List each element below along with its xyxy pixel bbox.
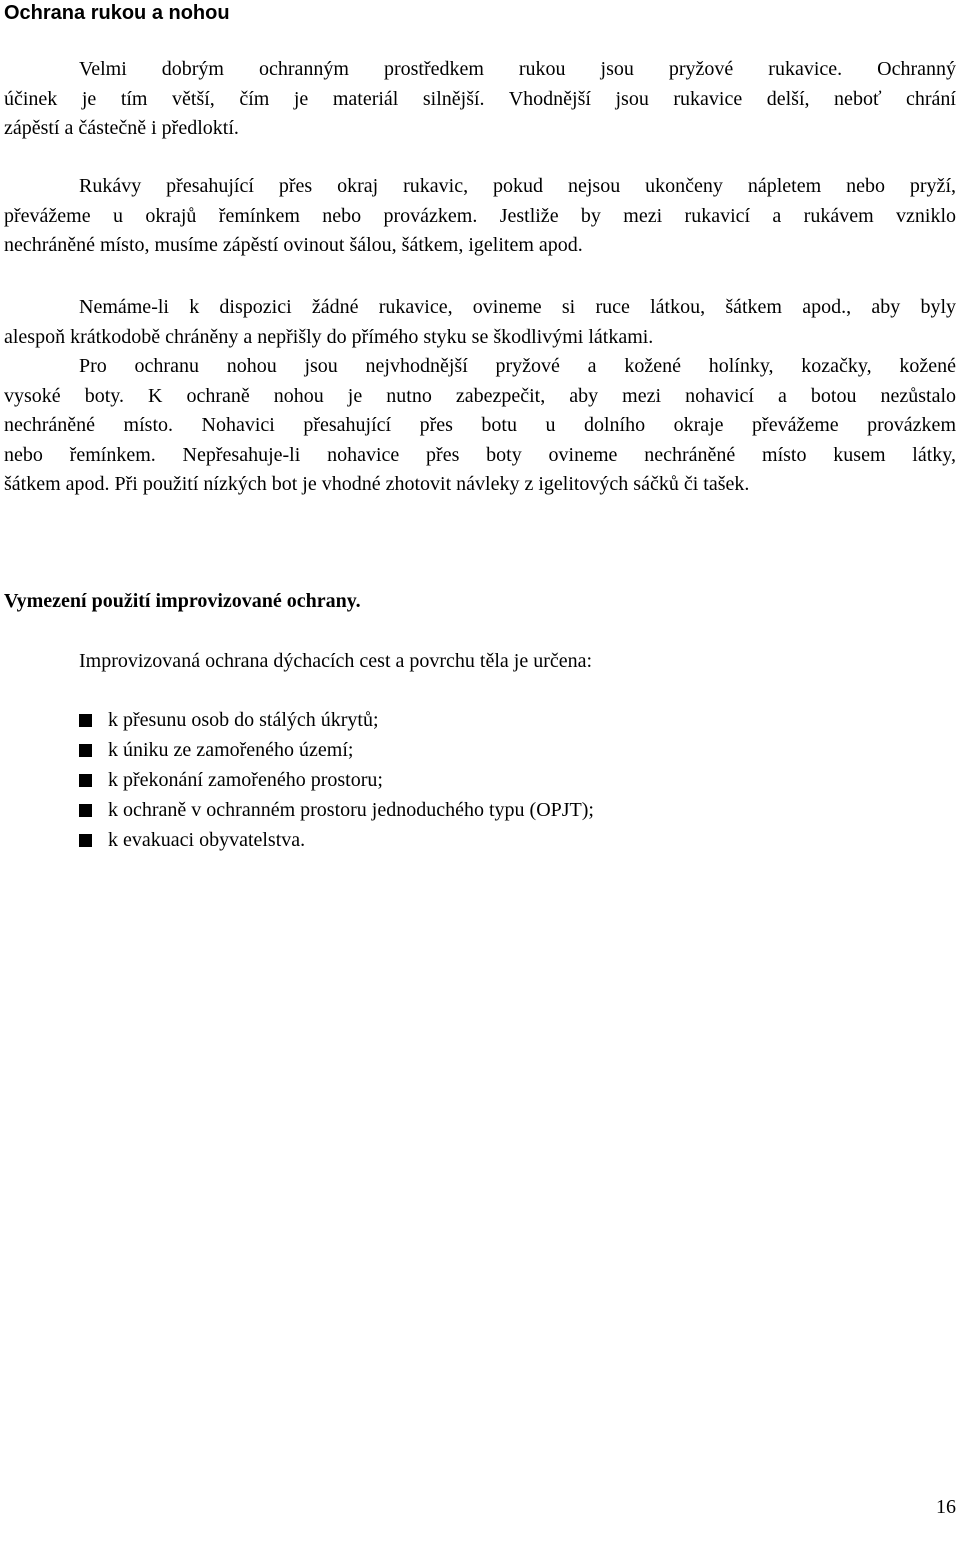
list-item-text: k evakuaci obyvatelstva. <box>108 828 306 851</box>
list-item <box>79 795 594 825</box>
paragraph-gloves <box>4 55 956 144</box>
page-heading: Ochrana rukou a nohou <box>4 2 230 24</box>
square-bullet-icon <box>79 744 92 757</box>
paragraph-line: Velmi dobrým ochranným prostředkem rukou jsou pryžové rukavice. Ochranný <box>79 58 956 80</box>
list-item-text: k úniku ze zamořeného území; <box>108 738 354 761</box>
paragraph-line: Rukávy přesahující přes okraj rukavic, pokud nejsou ukončeny nápletem nebo pryží, <box>79 175 956 197</box>
usage-list <box>79 705 594 855</box>
list-item <box>79 765 594 795</box>
list-item-text: k překonání zamořeného prostoru; <box>108 768 383 791</box>
list-item <box>79 825 594 855</box>
paragraph-line: účinek je tím větší, čím je materiál silnější. Vhodnější jsou rukavice delší, neboť chrání <box>4 87 956 110</box>
paragraph-feet <box>4 352 956 500</box>
square-bullet-icon <box>79 774 92 787</box>
paragraph-line: vysoké boty. K ochraně nohou je nutno zabezpečit, aby mezi nohavicí a botou nezůstalo <box>4 384 956 407</box>
paragraph-line: Pro ochranu nohou jsou nejvhodnější pryžové a kožené holínky, kozačky, kožené <box>79 355 956 377</box>
square-bullet-icon <box>79 834 92 847</box>
list-item-text: k ochraně v ochranném prostoru jednoduchého typu (OPJT); <box>108 798 594 821</box>
square-bullet-icon <box>79 804 92 817</box>
list-item <box>79 735 594 765</box>
paragraph-line: šátkem apod. Při použití nízkých bot je vhodné zhotovit návleky z igelitových sáčků či tašek. <box>4 473 750 495</box>
paragraph-line: převážeme u okrajů řemínkem nebo provázkem. Jestliže by mezi rukavicí a rukávem vzniklo <box>4 204 956 227</box>
page-number: 16 <box>936 1496 956 1518</box>
paragraph-line: nebo řemínkem. Nepřesahuje-li nohavice přes boty ovineme nechráněné místo kusem látky, <box>4 443 956 466</box>
intro-text: Improvizovaná ochrana dýchacích cest a povrchu těla je určena: <box>79 650 593 672</box>
paragraph-sleeves <box>4 172 956 261</box>
paragraph-line: alespoň krátkodobě chráněny a nepřišly do přímého styku se škodlivými látkami. <box>4 325 654 348</box>
paragraph-line: nechráněné místo. Nohavici přesahující přes botu u dolního okraje převážeme provázkem <box>4 414 956 436</box>
paragraph-line: zápěstí a částečně i předloktí. <box>4 117 239 139</box>
list-item <box>79 705 594 735</box>
square-bullet-icon <box>79 714 92 727</box>
paragraph-no-gloves <box>4 293 956 352</box>
paragraph-line: nechráněné místo, musíme zápěstí ovinout šálou, šátkem, igelitem apod. <box>4 234 583 256</box>
list-item-text: k přesunu osob do stálých úkrytů; <box>108 708 379 731</box>
section-heading: Vymezení použití improvizované ochrany. <box>4 590 361 612</box>
paragraph-line: Nemáme-li k dispozici žádné rukavice, ovineme si ruce látkou, šátkem apod., aby byly <box>79 296 956 318</box>
